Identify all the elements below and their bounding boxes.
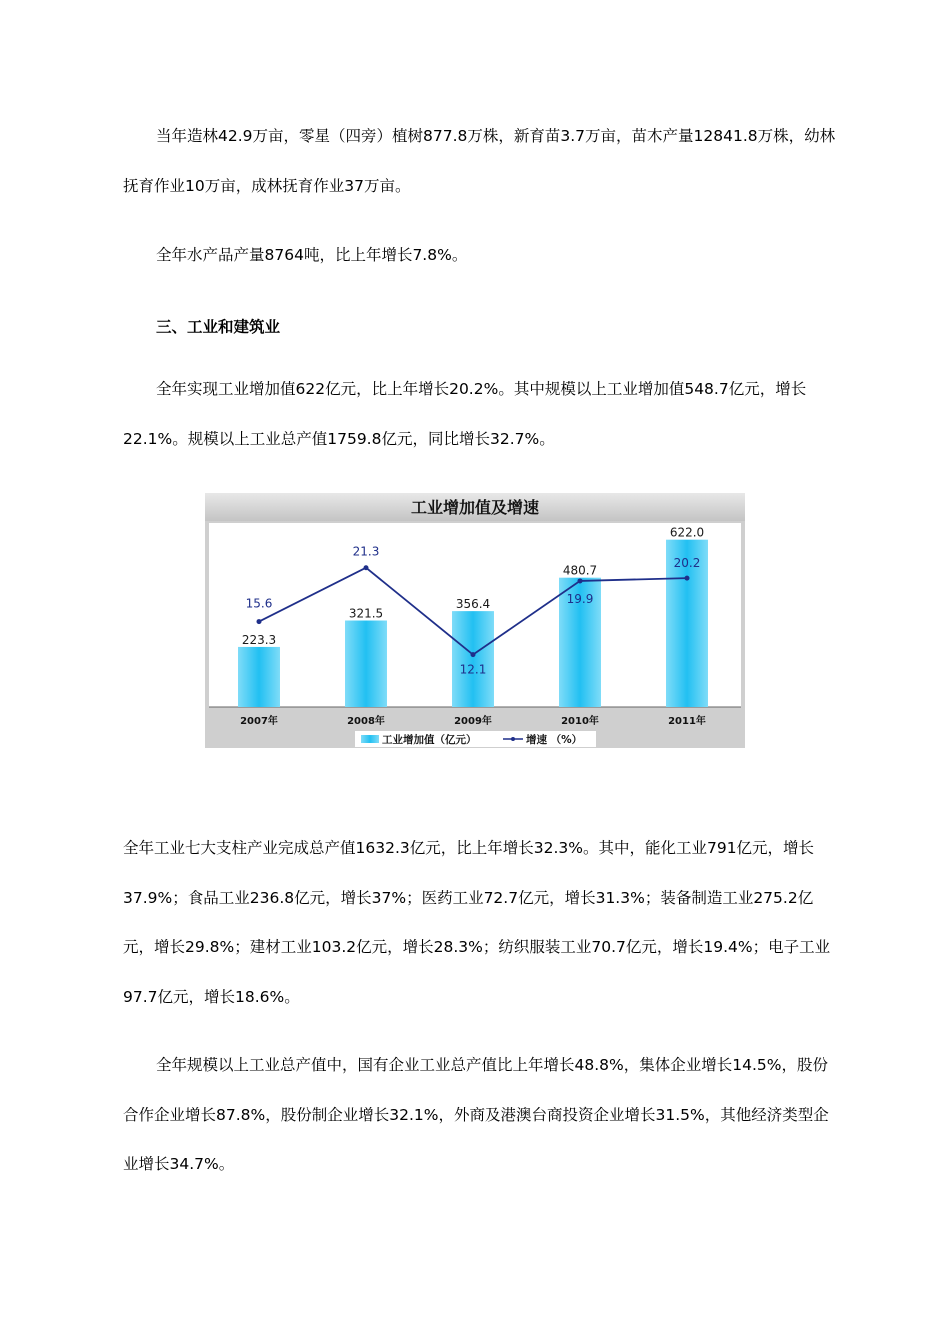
chart-title: 工业增加值及增速 bbox=[410, 498, 540, 517]
legend-line-label: 增速 （%） bbox=[526, 734, 583, 746]
growth-point bbox=[685, 576, 690, 581]
bar-2007年 bbox=[238, 647, 280, 707]
legend-bar-swatch bbox=[361, 735, 379, 743]
x-tick-label: 2010年 bbox=[561, 716, 599, 727]
paragraph-industry-value: 全年实现工业增加值622亿元，比上年增长20.2%。其中规模以上工业增加值548.7亿元，增长22.1%。规模以上工业总产值1759.8亿元，同比增长32.7%。 bbox=[123, 380, 807, 448]
paragraph-ownership: 全年规模以上工业总产值中，国有企业工业总产值比上年增长48.8%，集体企业增长14.5%，股份合作企业增长87.8%，股份制企业增长32.1%，外商及港澳台商投资企业增长31.5%，其他经济类型企业增长34.7%。 bbox=[123, 1056, 829, 1173]
growth-point bbox=[364, 565, 369, 570]
chart-legend bbox=[355, 731, 596, 747]
growth-point bbox=[257, 619, 262, 624]
paragraph-pillar-industries: 全年工业七大支柱产业完成总产值1632.3亿元，比上年增长32.3%。其中，能化工业791亿元，增长37.9%；食品工业236.8亿元，增长37%；医药工业72.7亿元，增长31.3%；装备制造工业275.2亿元，增长29.8%；建材工业103.2亿元，增长28.3%；纺织服装工业70.7亿元，增长19.4%；电子工业97.7亿元，增长18.6%。 bbox=[123, 839, 831, 1006]
growth-value-label: 15.6 bbox=[245, 596, 273, 611]
bar-value-label: 356.4 bbox=[455, 597, 491, 612]
bar-2008年 bbox=[345, 621, 387, 707]
industry-chart bbox=[205, 493, 745, 748]
x-tick-label: 2011年 bbox=[668, 716, 706, 727]
growth-point bbox=[471, 652, 476, 657]
growth-value-label: 21.3 bbox=[352, 544, 380, 559]
bar-2009年 bbox=[452, 611, 494, 707]
paragraph-aquatic: 全年水产品产量8764吨，比上年增长7.8%。 bbox=[156, 246, 468, 264]
growth-value-label: 20.2 bbox=[673, 556, 701, 571]
bar-value-label: 480.7 bbox=[562, 563, 598, 578]
section-heading: 三、工业和建筑业 bbox=[156, 318, 281, 336]
growth-value-label: 12.1 bbox=[459, 662, 487, 677]
legend-line-marker bbox=[511, 737, 515, 741]
paragraph-forestry: 当年造林42.9万亩，零星（四旁）植树877.8万株，新育苗3.7万亩，苗木产量12841.8万株，幼林抚育作业10万亩，成林抚育作业37万亩。 bbox=[123, 127, 836, 195]
bar-value-label: 321.5 bbox=[348, 606, 384, 621]
legend-bar-label: 工业增加值（亿元） bbox=[382, 734, 477, 746]
growth-point bbox=[578, 578, 583, 583]
growth-value-label: 19.9 bbox=[566, 591, 594, 606]
x-tick-label: 2007年 bbox=[240, 716, 278, 727]
bar-value-label: 622.0 bbox=[669, 525, 705, 540]
bar-value-label: 223.3 bbox=[241, 632, 277, 647]
x-tick-label: 2009年 bbox=[454, 716, 492, 727]
x-tick-label: 2008年 bbox=[347, 716, 385, 727]
